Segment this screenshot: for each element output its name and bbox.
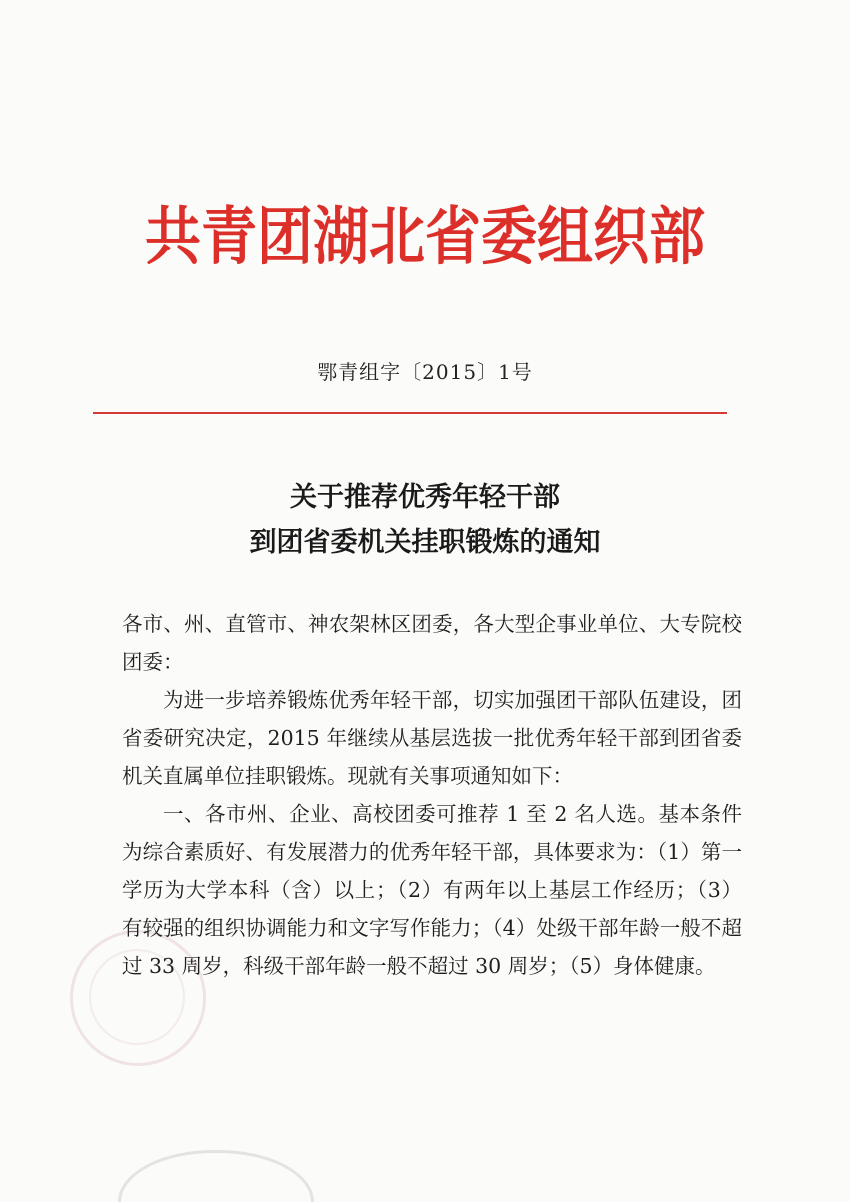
document-title-line-1: 关于推荐优秀年轻干部: [290, 482, 560, 513]
bottom-seal-mark: [118, 1150, 314, 1202]
salutation: 各市、州、直管市、神农架林区团委，各大型企事业单位、大专院校团委：: [122, 612, 742, 674]
document-title: [0, 475, 850, 565]
red-divider-line: [93, 412, 727, 414]
document-number: 鄂青组字〔2015〕1号: [317, 360, 533, 384]
paragraph-item-1: 一、各市州、企业、高校团委可推荐 1 至 2 名人选。基本条件为综合素质好、有发展潜力的优秀年轻干部，具体要求为：（1）第一学历为大学本科（含）以上；（2）有两年以上基层工作经历；（3）有较强的组织协调能力和文字写作能力；（4）处级干部年龄一般不超过 33 周岁，科级干部年龄一般不超过 30 周岁；（5）身体健康。: [122, 802, 742, 978]
document-body: [122, 605, 742, 985]
org-letterhead-title: 共青团湖北省委组织部: [145, 201, 705, 274]
document-title-line-2: 到团省委机关挂职锻炼的通知: [249, 527, 601, 558]
paragraph-intro: 为进一步培养锻炼优秀年轻干部，切实加强团干部队伍建设，团省委研究决定，2015 年继续从基层选拔一批优秀年轻干部到团省委机关直属单位挂职锻炼。现就有关事项通知如下：: [122, 688, 742, 788]
